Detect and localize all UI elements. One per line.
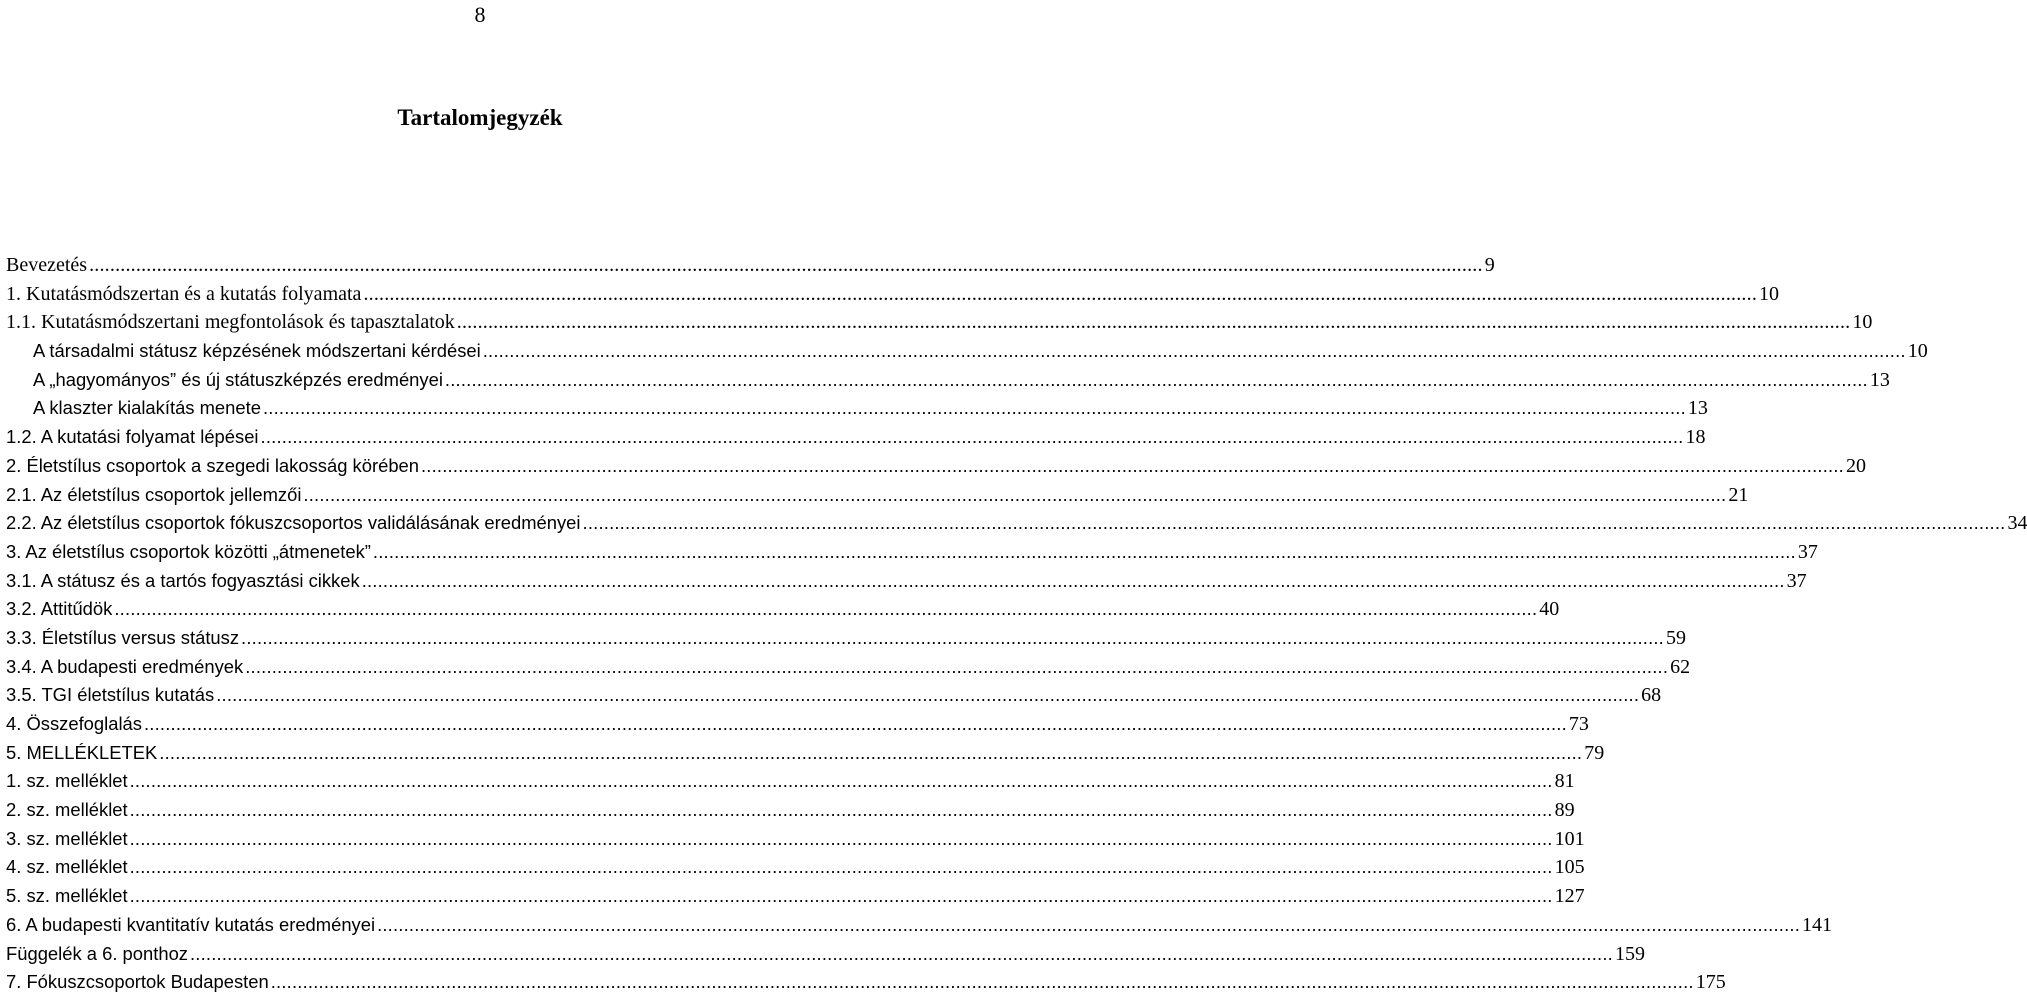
toc-entry[interactable] xyxy=(6,595,1560,624)
toc-entry[interactable] xyxy=(6,767,1575,796)
toc-dot-leader xyxy=(362,567,1785,596)
toc-dot-leader xyxy=(373,538,1796,567)
toc-entry[interactable] xyxy=(6,796,1575,825)
toc-entry-page-number: 10 xyxy=(1852,311,1873,334)
toc-entry[interactable] xyxy=(6,337,1928,366)
toc-entry-page-number: 13 xyxy=(1687,397,1708,420)
page-number: 8 xyxy=(474,2,486,27)
toc-entry-label: 2. Életstílus csoportok a szegedi lakosság körében xyxy=(6,454,419,476)
toc-entry-label: 2.1. Az életstílus csoportok jellemzői xyxy=(6,483,302,505)
toc-entry-label: 5. sz. melléklet xyxy=(6,885,128,907)
toc-entry-page-number: 141 xyxy=(1802,913,1833,936)
toc-dot-leader xyxy=(363,280,1757,309)
toc-dot-leader xyxy=(261,423,1684,452)
toc-entry[interactable] xyxy=(6,251,1495,280)
toc-dot-leader xyxy=(130,853,1553,882)
toc-entry-page-number: 9 xyxy=(1484,254,1495,276)
toc-dot-leader xyxy=(445,366,1868,395)
toc-entry-page-number: 40 xyxy=(1539,598,1560,621)
toc-entry-page-number: 175 xyxy=(1695,971,1726,994)
toc-dot-leader xyxy=(241,624,1664,653)
toc-entry-label: 4. Összefoglalás xyxy=(6,713,142,734)
toc-entry-page-number: 59 xyxy=(1666,626,1686,649)
toc-entry-page-number: 37 xyxy=(1797,540,1818,563)
toc-dot-leader xyxy=(159,739,1582,768)
toc-entry-label: 4. sz. melléklet xyxy=(6,856,128,878)
toc-dot-leader xyxy=(89,251,1483,280)
toc-dot-leader xyxy=(130,825,1553,854)
toc-entry-page-number: 10 xyxy=(1907,340,1928,363)
toc-dot-leader xyxy=(457,308,1851,337)
toc-entry-label: 3.4. A budapesti eredmények xyxy=(6,655,244,677)
toc-entry-page-number: 68 xyxy=(1641,684,1662,707)
toc-dot-leader xyxy=(130,796,1553,825)
toc-entry[interactable] xyxy=(6,940,1645,969)
toc-entry-label: Bevezetés xyxy=(6,254,88,276)
toc-entry-label: 1.1. Kutatásmódszertani megfontolások és tapasztalatok xyxy=(6,311,455,334)
toc-entry-page-number: 127 xyxy=(1554,885,1585,908)
toc-entry-page-number: 13 xyxy=(1869,368,1890,391)
toc-entry-label: 3.2. Attitűdök xyxy=(6,598,113,620)
toc-entry-page-number: 62 xyxy=(1670,655,1691,678)
toc-entry-label: 3.1. A státusz és a tartós fogyasztási cikkek xyxy=(6,569,360,591)
toc-entry-page-number: 20 xyxy=(1845,454,1866,477)
toc-entry-page-number: 18 xyxy=(1685,426,1706,449)
toc-entry-label: A „hagyományos” és új státuszképzés eredményei xyxy=(33,368,443,390)
toc-entry-label: 2.2. Az életstílus csoportok fókuszcsoportos validálásának eredményei xyxy=(6,512,581,534)
toc-entry-label: 6. A budapesti kvantitatív kutatás eredményei xyxy=(6,913,376,935)
toc-entry-page-number: 34 xyxy=(2007,512,2027,535)
toc-entry-label: 2. sz. melléklet xyxy=(6,799,128,821)
page-title: Tartalomjegyzék xyxy=(397,105,563,130)
toc-entry-label: 5. MELLÉKLETEK xyxy=(6,741,158,763)
toc-dot-leader xyxy=(114,595,1537,624)
toc-entry[interactable] xyxy=(6,710,1589,739)
toc-entry[interactable] xyxy=(6,280,1780,309)
toc-entry-page-number: 21 xyxy=(1728,483,1749,506)
toc-entry[interactable] xyxy=(6,739,1605,768)
toc-entry-label: 3.3. Életstílus versus státusz xyxy=(6,626,240,648)
toc-entry[interactable] xyxy=(6,394,1708,423)
toc-entry-page-number: 79 xyxy=(1584,741,1605,764)
toc-entry[interactable] xyxy=(6,653,1691,682)
toc-entry[interactable] xyxy=(6,681,1662,710)
toc-entry-page-number: 37 xyxy=(1786,569,1807,592)
toc-dot-leader xyxy=(190,940,1613,969)
toc-entry-label: 7. Fókuszcsoportok Budapesten xyxy=(6,971,269,993)
toc-entry-label: 3. Az életstílus csoportok közötti „átmenetek” xyxy=(6,540,371,562)
toc-entry[interactable] xyxy=(6,366,1890,395)
toc-dot-leader xyxy=(583,509,2006,538)
toc-dot-leader xyxy=(421,452,1844,481)
table-of-contents xyxy=(6,251,2027,997)
toc-entry-label: A klaszter kialakítás menete xyxy=(33,397,261,419)
toc-dot-leader xyxy=(303,481,1726,510)
toc-dot-leader xyxy=(245,653,1668,682)
toc-entry-label: 1. sz. melléklet xyxy=(6,770,128,792)
toc-entry[interactable] xyxy=(6,567,1807,596)
toc-entry-label: 1.2. A kutatási folyamat lépései xyxy=(6,426,259,448)
toc-entry-page-number: 89 xyxy=(1554,799,1575,822)
toc-dot-leader xyxy=(130,767,1553,796)
toc-entry-page-number: 101 xyxy=(1554,827,1585,850)
toc-dot-leader xyxy=(377,911,1800,940)
toc-dot-leader xyxy=(271,968,1694,997)
toc-entry[interactable] xyxy=(6,538,1818,567)
toc-entry-label: 3.5. TGI életstílus kutatás xyxy=(6,684,215,706)
toc-entry[interactable] xyxy=(6,624,1686,653)
toc-entry[interactable] xyxy=(6,968,1726,997)
toc-dot-leader xyxy=(216,681,1639,710)
toc-entry[interactable] xyxy=(6,308,1873,337)
toc-dot-leader xyxy=(263,394,1686,423)
toc-entry-label: A társadalmi státusz képzésének módszertani kérdései xyxy=(33,340,481,362)
toc-entry-label: 1. Kutatásmódszertan és a kutatás folyamata xyxy=(6,282,362,305)
toc-entry-label: Függelék a 6. ponthoz xyxy=(6,942,188,964)
toc-dot-leader xyxy=(144,710,1567,739)
toc-entry-page-number: 73 xyxy=(1568,713,1589,735)
toc-entry-page-number: 159 xyxy=(1614,942,1645,965)
toc-entry-page-number: 81 xyxy=(1554,770,1575,793)
toc-dot-leader xyxy=(130,882,1553,911)
toc-entry-page-number: 105 xyxy=(1554,856,1585,879)
toc-entry[interactable] xyxy=(6,911,1833,940)
toc-entry-page-number: 10 xyxy=(1759,282,1780,305)
toc-entry[interactable] xyxy=(6,452,1866,481)
toc-entry[interactable] xyxy=(6,882,1585,911)
toc-entry[interactable] xyxy=(6,853,1585,882)
toc-entry[interactable] xyxy=(6,825,1585,854)
toc-entry[interactable] xyxy=(6,423,1706,452)
toc-entry[interactable] xyxy=(6,481,1749,510)
toc-dot-leader xyxy=(483,337,1906,366)
toc-entry-label: 3. sz. melléklet xyxy=(6,827,128,849)
toc-entry[interactable] xyxy=(6,509,2027,538)
